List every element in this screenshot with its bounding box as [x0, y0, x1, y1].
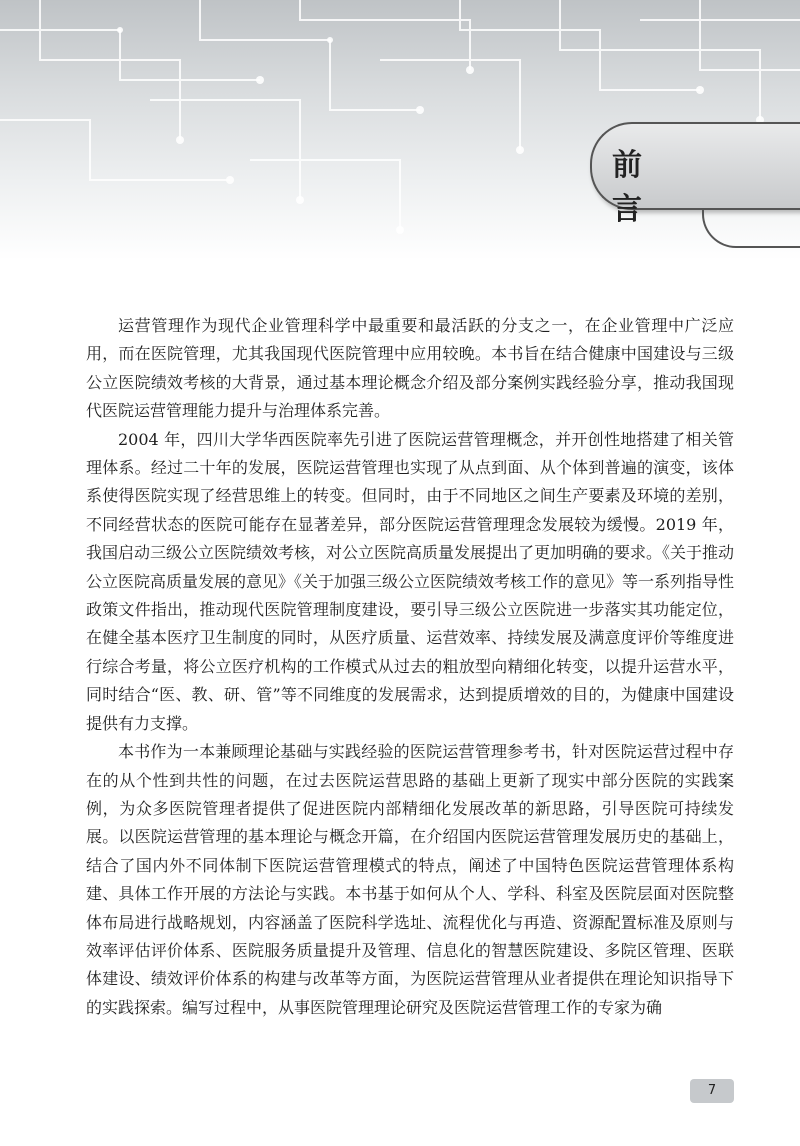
page-number: 7 — [690, 1079, 734, 1103]
body-text — [86, 312, 734, 1022]
paragraph: 运营管理作为现代企业管理科学中最重要和最活跃的分支之一，在企业管理中广泛应用，而在医院管理，尤其我国现代医院管理中应用较晚。本书旨在结合健康中国建设与三级公立医院绩效考核的大背景，通过基本理论概念介绍及部分案例实践经验分享，推动我国现代医院运营管理能力提升与治理体系完善。 — [86, 316, 734, 421]
paragraph: 2004 年，四川大学华西医院率先引进了医院运营管理概念，并开创性地搭建了相关管理体系。经过二十年的发展，医院运营管理也实现了从点到面、从个体到普遍的演变，该体系使得医院实现了经营思维上的转变。但同时，由于不同地区之间生产要素及环境的差别，不同经营状态的医院可能存在显著差异，部分医院运营管理理念发展较为缓慢。2019 年，我国启动三级公立医院绩效考核，对公立医院高质量发展提出了更加明确的要求。《关于推动公立医院高质量发展的意见》《关于加强三级公立医院绩效考核工作的意见》等一系列指导性政策文件指出，推动现代医院管理制度建设，要引导三级公立医院进一步落实其功能定位，在健全基本医疗卫生制度的同时，从医疗质量、运营效率、持续发展及满意度评价等维度进行综合考量，将公立医疗机构的工作模式从过去的粗放型向精细化转变，以提升运营水平，同时结合“医、教、研、管”等不同维度的发展需求，达到提质增效的目的，为健康中国建设提供有力支撑。 — [86, 429, 735, 733]
page-title: 前 言 — [612, 148, 664, 227]
paragraph: 本书作为一本兼顾理论基础与实践经验的医院运营管理参考书，针对医院运营过程中存在的从个性到共性的问题，在过去医院运营思路的基础上更新了现实中部分医院的实践案例，为众多医院管理者提供了促进医院内部精细化发展改革的新思路，引导医院可持续发展。以医院运营管理的基本理论与概念开篇，在介绍国内医院运营管理发展历史的基础上，结合了国内外不同体制下医院运营管理模式的特点，阐述了中国特色医院运营管理体系构建、具体工作开展的方法论与实践。本书基于如何从个人、学科、科室及医院层面对医院整体布局进行战略规划，内容涵盖了医院科学选址、流程优化与再造、资源配置标准及原则与效率评估评价体系、医院服务质量提升及管理、信息化的智慧医院建设、多院区管理、医联体建设、绩效评价体系的构建与改革等方面，为医院运营管理从业者提供在理论知识指导下的实践探索。编写过程中，从事医院管理理论研究及医院运营管理工作的专家为确 — [86, 742, 734, 1017]
